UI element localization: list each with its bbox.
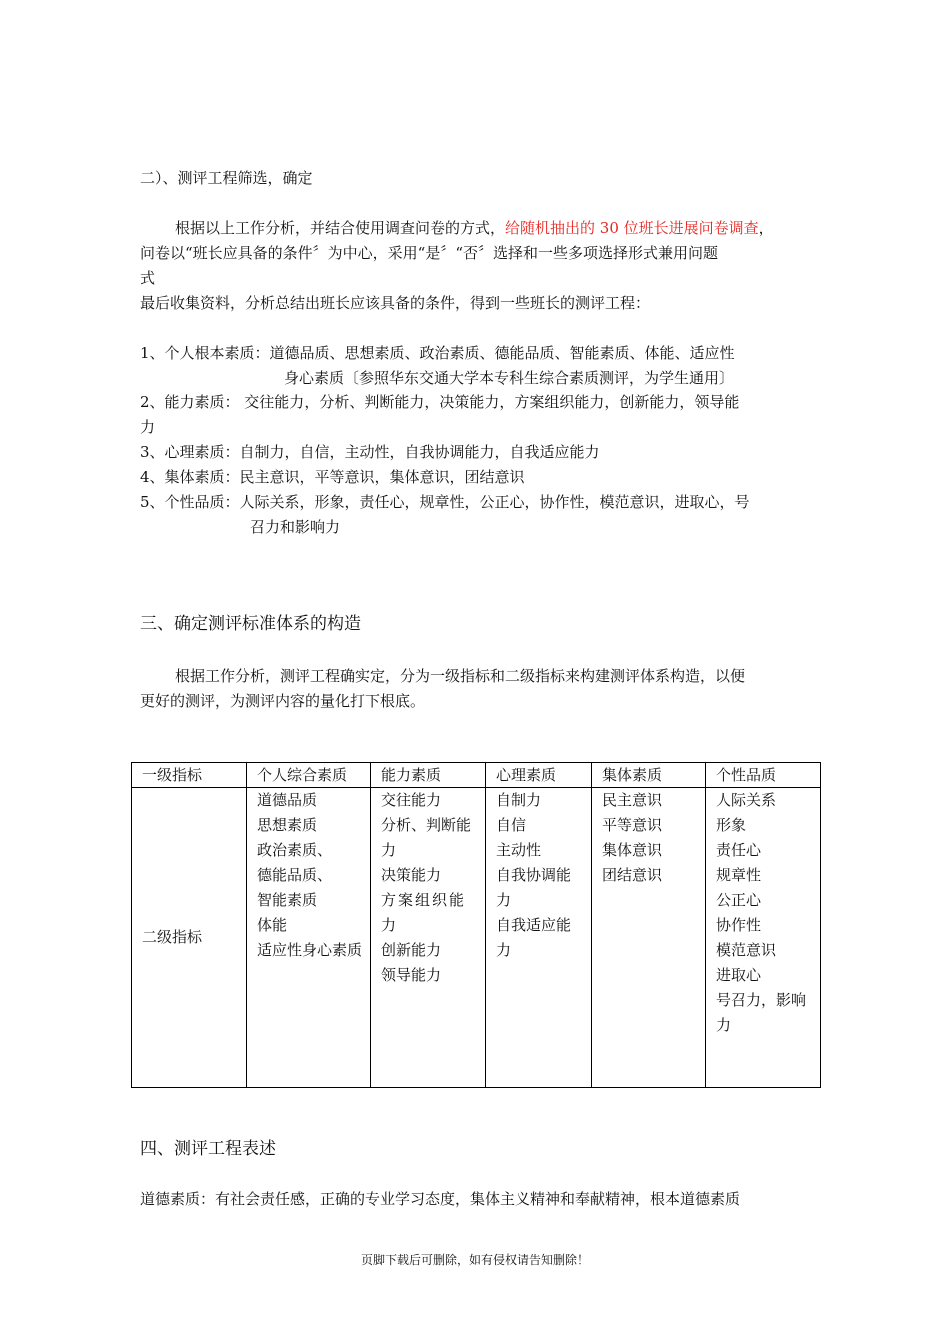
indicator-table xyxy=(131,762,821,1088)
cell-item: 号召力，影响力 xyxy=(716,991,807,1034)
cell-item: 集体意识 xyxy=(602,841,663,859)
table-header-cell: 个性品质 xyxy=(706,763,821,788)
cell-item: 自信 xyxy=(496,816,527,834)
cell-item: 主动性 xyxy=(496,841,542,859)
cell-item: 道德品质 xyxy=(257,791,318,809)
cell-item: 适应性身心素质 xyxy=(257,941,363,959)
cell-item: 方案组织能力 xyxy=(381,891,467,934)
cell-item: 协作性 xyxy=(716,916,762,934)
cell-item: 分析、判断能力 xyxy=(381,816,472,859)
cell-item: 责任心 xyxy=(716,841,762,859)
cell-item: 民主意识 xyxy=(602,791,663,809)
cell-item: 人际关系 xyxy=(716,791,777,809)
cell-item: 自制力 xyxy=(496,791,542,809)
section2-heading: 二）、测评工程筛选，确定 xyxy=(140,169,313,187)
cell-item: 智能素质 xyxy=(257,891,318,909)
table-cell xyxy=(486,788,592,1088)
cell-item: 自我适应能力 xyxy=(496,916,572,959)
cell-item: 政治素质、 xyxy=(257,841,333,859)
highlighted-text: 给随机抽出的 30 位班长进展问卷调查 xyxy=(505,219,759,237)
section4-heading: 四、测评工程表述 xyxy=(140,1139,276,1159)
section2-para-line4: 最后收集资料，分析总结出班长应该具备的条件，得到一些班长的测评工程： xyxy=(140,294,651,312)
cell-item: 公正心 xyxy=(716,891,762,909)
list-item: 3、心理素质：自制力，自信，主动性，自我协调能力，自我适应能力 xyxy=(140,443,600,461)
table-header-cell: 一级指标 xyxy=(132,763,247,788)
table-header-cell: 能力素质 xyxy=(371,763,486,788)
section2-para-line3: 式 xyxy=(140,269,156,287)
table-cell xyxy=(706,788,821,1088)
cell-item: 团结意识 xyxy=(602,866,663,884)
para-text-end: ， xyxy=(758,219,774,237)
table-row xyxy=(132,788,821,1088)
page-footer: 页脚下载后可删除，如有侵权请告知删除！ xyxy=(360,1253,589,1267)
list-item: 4、集体素质：民主意识，平等意识，集体意识，团结意识 xyxy=(140,468,525,486)
cell-item: 决策能力 xyxy=(381,866,442,884)
list-item: 5、个性品质：人际关系，形象，责任心，规章性，公正心，协作性，模范意识，进取心，号 xyxy=(140,493,750,511)
cell-item: 自我协调能力 xyxy=(496,866,572,909)
cell-item: 创新能力 xyxy=(381,941,442,959)
row-label-cell: 二级指标 xyxy=(132,788,247,1088)
section3-para-line2: 更好的测评，为测评内容的量化打下根底。 xyxy=(140,692,426,710)
section2-para-line1 xyxy=(175,216,774,241)
cell-item: 进取心 xyxy=(716,966,762,984)
list-item-continuation: 力 xyxy=(140,418,156,436)
table-header-cell: 个人综合素质 xyxy=(247,763,371,788)
cell-item: 规章性 xyxy=(716,866,762,884)
table-cell xyxy=(247,788,371,1088)
list-item: 2、能力素质： 交往能力，分析、判断能力，决策能力，方案组织能力，创新能力，领导能 xyxy=(140,393,740,411)
section3-heading: 三、确定测评标准体系的构造 xyxy=(140,614,361,634)
cell-item: 德能品质、 xyxy=(257,866,333,884)
cell-item: 平等意识 xyxy=(602,816,663,834)
table-header-row xyxy=(132,763,821,788)
table-header-cell: 集体素质 xyxy=(592,763,706,788)
cell-item: 体能 xyxy=(257,916,288,934)
para-text: 根据以上工作分析，并结合使用调查问卷的方式， xyxy=(175,219,506,237)
cell-item: 模范意识 xyxy=(716,941,777,959)
list-item-continuation: 身心素质〔参照华东交通大学本专科生综合素质测评，为学生通用〕 xyxy=(284,369,735,387)
cell-item: 形象 xyxy=(716,816,747,834)
section3-para-line1: 根据工作分析，测评工程确实定，分为一级指标和二级指标来构建测评体系构造，以便 xyxy=(175,667,746,685)
table-cell xyxy=(371,788,486,1088)
list-item: 1、个人根本素质：道德品质、思想素质、政治素质、德能品质、智能素质、体能、适应性 xyxy=(140,344,735,362)
cell-item: 领导能力 xyxy=(381,966,442,984)
cell-item: 交往能力 xyxy=(381,791,442,809)
table-cell xyxy=(592,788,706,1088)
table-header-cell: 心理素质 xyxy=(486,763,592,788)
section4-para-line1: 道德素质：有社会责任感，正确的专业学习态度，集体主义精神和奉献精神，根本道德素质 xyxy=(140,1190,741,1208)
list-item-continuation: 召力和影响力 xyxy=(250,518,341,536)
cell-item: 思想素质 xyxy=(257,816,318,834)
section2-para-line2: 问卷以“班长应具备的条件〞为中心，采用“是〞“否〞选择和一些多项选择形式兼用问题 xyxy=(140,244,719,262)
